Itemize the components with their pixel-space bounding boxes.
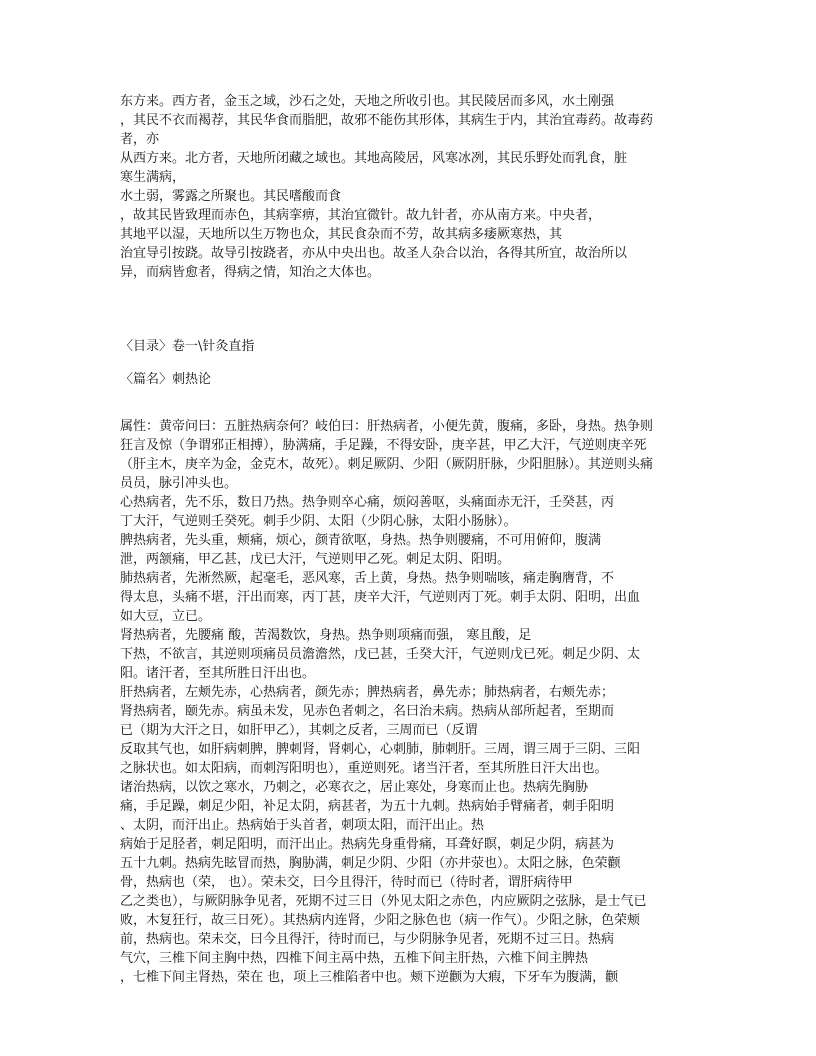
text-block-main bbox=[120, 417, 700, 987]
document-page bbox=[120, 92, 700, 987]
text-line: ，其民不衣而褐荐，其民华食而脂肥，故邪不能伤其形体，其病生于内，其治宜毒药。故毒药 bbox=[120, 113, 654, 128]
text-line: 乙之类也），与厥阴脉争见者，死期不过三日（外见太阳之赤色，内应厥阴之弦脉，是士气已 bbox=[120, 894, 647, 909]
text-line: 异，而病皆愈者，得病之情，知治之大体也。 bbox=[120, 265, 381, 280]
text-line: 得太息，头痛不堪，汗出而寒，丙丁甚，庚辛大汗，气逆则丙丁死。刺手太阴、阳明，出血 bbox=[120, 590, 641, 605]
text-line: 肾热病者，先腰痛 酸，苦渴数饮，身热。热争则项痛而强， 寒且酸，足 bbox=[120, 628, 532, 643]
text-line: 阳。诸汗者，至其所胜日汗出也。 bbox=[120, 666, 316, 681]
text-line: 肺热病者，先淅然厥，起毫毛，恶风寒，舌上黄，身热。热争则喘咳，痛走胸膺背，不 bbox=[120, 571, 615, 586]
text-line: 东方来。西方者，金玉之域，沙石之处，天地之所收引也。其民陵居而多风，水土刚强 bbox=[120, 94, 615, 109]
text-line: 痛，手足躁，刺足少阳，补足太阴，病甚者，为五十九刺。热病始手臂痛者，刺手阳明 bbox=[120, 799, 615, 814]
text-line: 属性：黄帝问曰：五脏热病奈何？岐伯曰：肝热病者，小便先黄，腹痛，多卧，身热。热争则 bbox=[120, 419, 654, 434]
text-line: 其地平以湿，天地所以生万物也众，其民食杂而不劳，故其病多痿厥寒热，其 bbox=[120, 227, 563, 242]
section-heading: 〈篇名〉刺热论 bbox=[120, 372, 212, 387]
text-line: 治宜导引按跷。故导引按跷者，亦从中央出也。故圣人杂合以治，各得其所宜，故治所以 bbox=[120, 246, 628, 261]
text-line: 泄，两颔痛，甲乙甚，戊已大汗，气逆则甲乙死。刺足太阴、阳明。 bbox=[120, 552, 511, 567]
text-line: 气穴，三椎下间主胸中热，四椎下间主鬲中热，五椎下间主肝热，六椎下间主脾热 bbox=[120, 951, 589, 966]
text-line: 已（期为大汗之日，如肝甲乙），其刺之反者，三周而已（反谓 bbox=[120, 723, 478, 738]
text-line: 者，亦 bbox=[120, 132, 160, 147]
text-line: 反取其气也，如肝病刺脾，脾刺肾，肾刺心，心刺肺，肺刺肝。三周，谓三周于三阴、三阳 bbox=[120, 742, 641, 757]
text-line: 员员，脉引冲头也。 bbox=[120, 476, 238, 491]
text-line: 前，热病也。荣未交，曰今且得汗，待时而已，与少阴脉争见者，死期不过三日。热病 bbox=[120, 932, 615, 947]
text-line: ，故其民皆致理而赤色，其病挛痹，其治宜微针。故九针者，亦从南方来。中央者， bbox=[120, 208, 602, 223]
text-block-intro bbox=[120, 92, 700, 282]
text-line: 之脉状也。如太阳病，而刺泻阳明也），重逆则死。诸当汗者，至其所胜日汗大出也。 bbox=[120, 761, 608, 776]
text-line: 肾热病者，颐先赤。病虽未发，见赤色者刺之，名曰治未病。热病从部所起者，至期而 bbox=[120, 704, 615, 719]
text-line: 骨，热病也（荣， 也）。荣未交，曰今且得汗，待时而已（待时者，谓肝病待甲 bbox=[120, 875, 573, 890]
text-line: 寒生满病， bbox=[120, 170, 186, 185]
text-line: 水土弱，雾露之所聚也。其民嗜酸而食 bbox=[120, 189, 342, 204]
text-line: 从西方来。北方者，天地所闭藏之域也。其地高陵居，风寒冰冽，其民乐野处而乳食，脏 bbox=[120, 151, 628, 166]
text-line: 肝热病者，左颊先赤，心热病者，颜先赤；脾热病者，鼻先赤；肺热病者，右颊先赤； bbox=[120, 685, 615, 700]
text-line: （肝主木，庚辛为金，金克木，故死）。刺足厥阴、少阳（厥阴肝脉，少阳胆脉）。其逆则头痛 bbox=[120, 457, 654, 472]
toc-heading: 〈目录〉卷一\针灸直指 bbox=[120, 339, 255, 354]
text-line: 五十九刺。热病先眩冒而热，胸胁满，刺足少阴、少阳（亦井荥也）。太阳之脉，色荣颧 bbox=[120, 856, 621, 871]
text-line: 狂言及惊（争谓邪正相搏），胁满痛，手足躁，不得安卧，庚辛甚，甲乙大汗，气逆则庚辛死 bbox=[120, 438, 647, 453]
text-line: 心热病者，先不乐，数日乃热。热争则卒心痛，烦闷善呕，头痛面赤无汗，壬癸甚，丙 bbox=[120, 495, 615, 510]
text-line: 、太阴，而汗出止。热病始于头首者，刺项太阳，而汗出止。热 bbox=[120, 818, 485, 833]
text-line: 病始于足胫者，刺足阳明，而汗出止。热病先身重骨痛，耳聋好瞑，刺足少阴，病甚为 bbox=[120, 837, 615, 852]
text-line: 脾热病者，先头重，颊痛，烦心，颜青欲呕，身热。热争则腰痛，不可用俯仰，腹满 bbox=[120, 533, 602, 548]
text-line: 诸治热病，以饮之寒水，乃刺之，必寒衣之，居止寒处，身寒而止也。热病先胸胁 bbox=[120, 780, 589, 795]
text-line: 败，木复狂行，故三日死）。其热病内连肾，少阳之脉色也（病一作气）。少阳之脉，色荣颊 bbox=[120, 913, 641, 928]
text-line: 丁大汗，气逆则壬癸死。刺手少阴、太阳（少阴心脉，太阳小肠脉）。 bbox=[120, 514, 517, 529]
text-line: 如大豆，立已。 bbox=[120, 609, 212, 624]
text-line: 下热，不欲言，其逆则项痛员员澹澹然，戊已甚，壬癸大汗，气逆则戊已死。刺足少阴、太 bbox=[120, 647, 641, 662]
text-line: ，七椎下间主肾热，荣在 也，项上三椎陷者中也。颊下逆颧为大瘕，下牙车为腹满，颧 bbox=[120, 970, 619, 985]
